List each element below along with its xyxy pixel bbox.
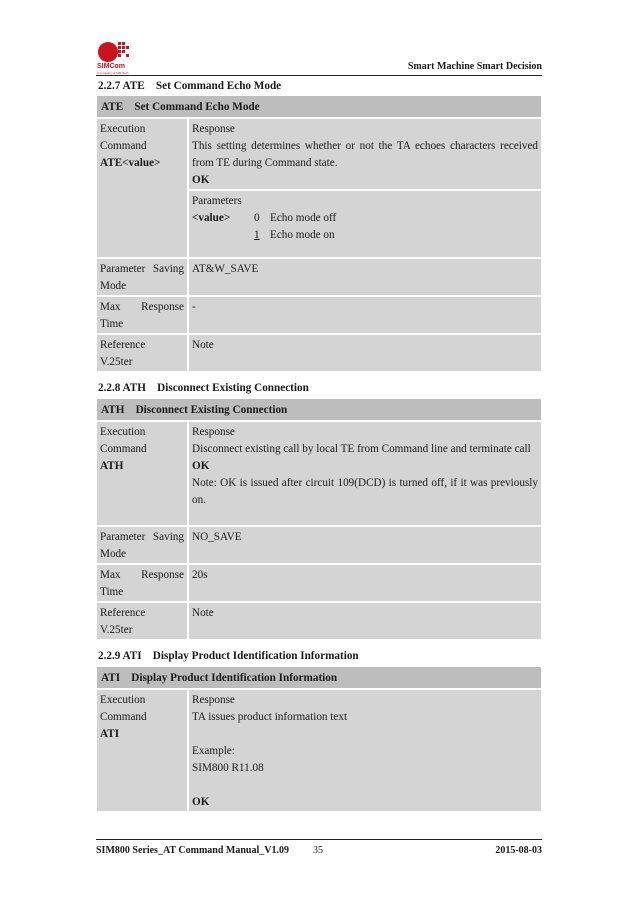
footer-doc-title: SIM800 Series_AT Command Manual_V1.09: [96, 845, 289, 856]
saving-label-cell: [97, 259, 189, 295]
response-cell: [189, 422, 541, 525]
param-desc: Echo mode off: [270, 212, 337, 224]
reference-value-cell: Note: [189, 335, 541, 371]
footer-date: 2015-08-03: [495, 845, 542, 856]
param-row: [192, 227, 538, 244]
saving-label-cell: [97, 527, 189, 563]
saving-value-cell: NO_SAVE: [189, 527, 541, 563]
max-response-value-cell: -: [189, 297, 541, 333]
saving-label: Parameter Saving: [100, 531, 184, 543]
saving-label: Mode: [100, 280, 127, 292]
table-row: [97, 297, 541, 333]
table-row: [97, 603, 541, 639]
table-title: ATH Disconnect Existing Connection: [97, 399, 541, 420]
response-cell: [189, 690, 541, 811]
response-label: Response: [192, 694, 235, 706]
header-rule: [96, 75, 542, 76]
response-label: Response: [192, 123, 235, 135]
param-desc: Echo mode on: [270, 229, 335, 241]
table-row: [97, 422, 541, 525]
ate-command-table: [97, 94, 541, 373]
response-ok: OK: [192, 796, 210, 808]
command-label: Command: [100, 443, 147, 455]
reference-label-cell: [97, 335, 189, 371]
table-row: [97, 690, 541, 811]
command-syntax: ATE<value>: [100, 157, 161, 169]
logo-subtext: A company of SIM Tech: [97, 71, 129, 75]
param-value: 0: [254, 212, 260, 224]
reference-label: V.25ter: [100, 356, 133, 368]
example-value: SIM800 R11.08: [192, 762, 264, 774]
execution-command-cell: [97, 119, 189, 257]
reference-label-cell: [97, 603, 189, 639]
table-row: [97, 565, 541, 601]
ath-command-table: [97, 397, 541, 641]
table-row: [97, 335, 541, 371]
reference-label: Reference: [100, 339, 146, 351]
response-cell: [189, 119, 541, 189]
table-row: [97, 259, 541, 295]
header-tagline: Smart Machine Smart Decision: [407, 61, 542, 72]
table-title: ATI Display Product Identification Information: [97, 667, 541, 688]
command-syntax: ATH: [100, 460, 124, 472]
param-value-default: 1: [254, 229, 260, 241]
response-text: from TE during Command state.: [192, 157, 338, 169]
command-label: Command: [100, 711, 147, 723]
execution-command-cell: [97, 690, 189, 811]
max-response-label: Time: [100, 586, 124, 598]
max-response-value-cell: 20s: [189, 565, 541, 601]
section-heading-ati: 2.2.9 ATI Display Product Identification Information: [98, 650, 359, 662]
max-response-label: Max Response: [100, 569, 184, 581]
example-label: Example:: [192, 745, 235, 757]
reference-label: V.25ter: [100, 624, 133, 636]
saving-label: Mode: [100, 548, 127, 560]
table-title: ATE Set Command Echo Mode: [97, 96, 541, 117]
table-row: [97, 527, 541, 563]
parameters-cell: [189, 191, 541, 257]
saving-label: Parameter Saving: [100, 263, 184, 275]
execution-command-cell: [97, 422, 189, 525]
max-response-label-cell: [97, 297, 189, 333]
page-number: 35: [313, 845, 323, 856]
param-name: <value>: [192, 212, 231, 224]
max-response-label: Time: [100, 318, 124, 330]
table-row: [97, 119, 541, 189]
max-response-label: Max Response: [100, 301, 184, 313]
response-label: Response: [192, 426, 235, 438]
response-ok: OK: [192, 174, 210, 186]
section-heading-ate: 2.2.7 ATE Set Command Echo Mode: [98, 80, 282, 92]
response-ok: OK: [192, 460, 210, 472]
command-label: Command: [100, 140, 147, 152]
ati-command-table: [97, 665, 541, 813]
execution-label: Execution: [100, 694, 146, 706]
table-header-row: [97, 667, 541, 688]
table-header-row: [97, 96, 541, 117]
section-heading-ath: 2.2.8 ATH Disconnect Existing Connection: [98, 382, 309, 394]
parameters-label: Parameters: [192, 195, 242, 207]
note-text: Note: OK is issued after circuit 109(DCD) is turned off, if it was previously: [192, 477, 538, 489]
execution-label: Execution: [100, 123, 146, 135]
max-response-label-cell: [97, 565, 189, 601]
saving-value-cell: AT&W_SAVE: [189, 259, 541, 295]
logo-text: SIMCom: [97, 63, 125, 70]
reference-value-cell: Note: [189, 603, 541, 639]
command-syntax: ATI: [100, 728, 120, 740]
param-row: [192, 210, 538, 227]
response-text: Disconnect existing call by local TE from Command line and terminate call: [192, 443, 531, 455]
response-text: TA issues product information text: [192, 711, 348, 723]
response-text: This setting determines whether or not the TA echoes characters received: [192, 140, 538, 152]
note-text: on.: [192, 494, 206, 506]
reference-label: Reference: [100, 607, 146, 619]
table-header-row: [97, 399, 541, 420]
execution-label: Execution: [100, 426, 146, 438]
footer-rule: [96, 839, 542, 840]
